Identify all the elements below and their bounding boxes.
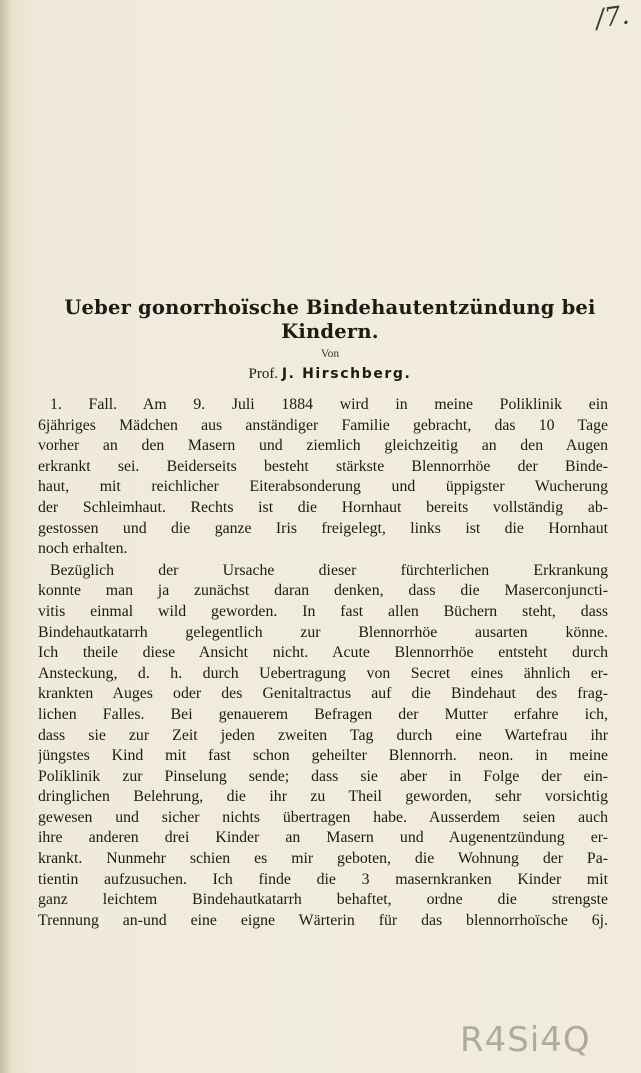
byline: Von — [320, 348, 340, 360]
body-line: haut, mit reichlicher Eiterabsonderung und üppigster Wucherung — [38, 478, 608, 496]
body-line: erkrankt sei. Beiderseits besteht stärkste Blennorrhöe der Binde- — [38, 457, 608, 475]
body-line: 1. Fall. Am 9. Juli 1884 wird in meine Poliklinik ein — [50, 396, 608, 413]
handwritten-stamp: R4Si4Q — [460, 1020, 591, 1060]
body-line: tientin aufzusuchen. Ich finde die 3 masernkranken Kinder mit — [38, 870, 608, 888]
body-line: dass sie zur Zeit jeden zweiten Tag durch eine Wartefrau ihr — [38, 726, 608, 744]
body-line: gewesen und sicher nichts übertragen habe. Ausserdem seien auch — [38, 808, 608, 826]
author — [40, 366, 620, 383]
body-line: Ich theile diese Ansicht nicht. Acute Blennorrhöe entsteht durch — [38, 644, 608, 662]
body-line: dringlichen Belehrung, die ihr zu Theil geworden, sehr vorsichtig — [38, 788, 608, 806]
title-line-1: Ueber gonorrhoïsche Bindehautentzündung bei — [64, 296, 596, 319]
body-line: vorher an den Masern und ziemlich gleichzeitig an den Augen — [38, 437, 608, 455]
body-line: Poliklinik zur Pinselung sende; dass sie aber in Folge der ein- — [38, 767, 608, 785]
body-line: jüngstes Kind mit fast schon geheilter Blennorrh. neon. in meine — [38, 747, 608, 765]
body-line: Ansteckung, d. h. durch Uebertragung von Secret eines ähnlich er- — [38, 664, 608, 682]
body-line: Bindehautkatarrh gelegentlich zur Blennorrhöe ausarten könne. — [38, 623, 608, 641]
body-line: Trennung an-und eine eigne Wärterin für das blennorrhoïsche 6j. — [38, 911, 608, 929]
body-line: konnte man ja zunächst daran denken, dass die Maserconjuncti- — [38, 582, 608, 600]
body-line: Bezüglich der Ursache dieser fürchterlichen Erkrankung — [50, 561, 608, 579]
handwritten-page-mark: /7. — [593, 0, 632, 35]
body-line: ihre anderen drei Kinder an Masern und Augenentzündung er- — [38, 829, 608, 847]
body-line: gestossen und die ganze Iris freigelegt, links ist die Hornhaut — [38, 519, 608, 537]
body-line: ganz leichtem Bindehautkatarrh behaftet, ordne die strengste — [38, 891, 608, 909]
body-line: vitis einmal wild geworden. In fast allen Büchern steht, dass — [38, 602, 608, 620]
body-line: krankten Auges oder des Genitaltractus auf die Bindehaut des frag- — [38, 685, 608, 703]
article-title — [40, 296, 620, 344]
author-prefix: Prof. — [248, 366, 279, 382]
body-line: der Schleimhaut. Rechts ist die Hornhaut bereits vollständig ab- — [38, 498, 608, 516]
body-line: 6jähriges Mädchen aus anständiger Familie gebracht, das 10 Tage — [38, 416, 608, 434]
body-line: noch erhalten. — [38, 540, 128, 558]
body-line: krankt. Nunmehr schien es mir geboten, die Wohnung der Pa- — [38, 850, 608, 868]
title-line-2: Kindern. — [281, 320, 379, 343]
binding-shadow — [0, 0, 10, 1073]
article-body — [38, 395, 608, 931]
body-line: lichen Falles. Bei genauerem Befragen der Mutter erfahre ich, — [38, 705, 608, 723]
author-name: J. Hirschberg. — [281, 366, 412, 382]
